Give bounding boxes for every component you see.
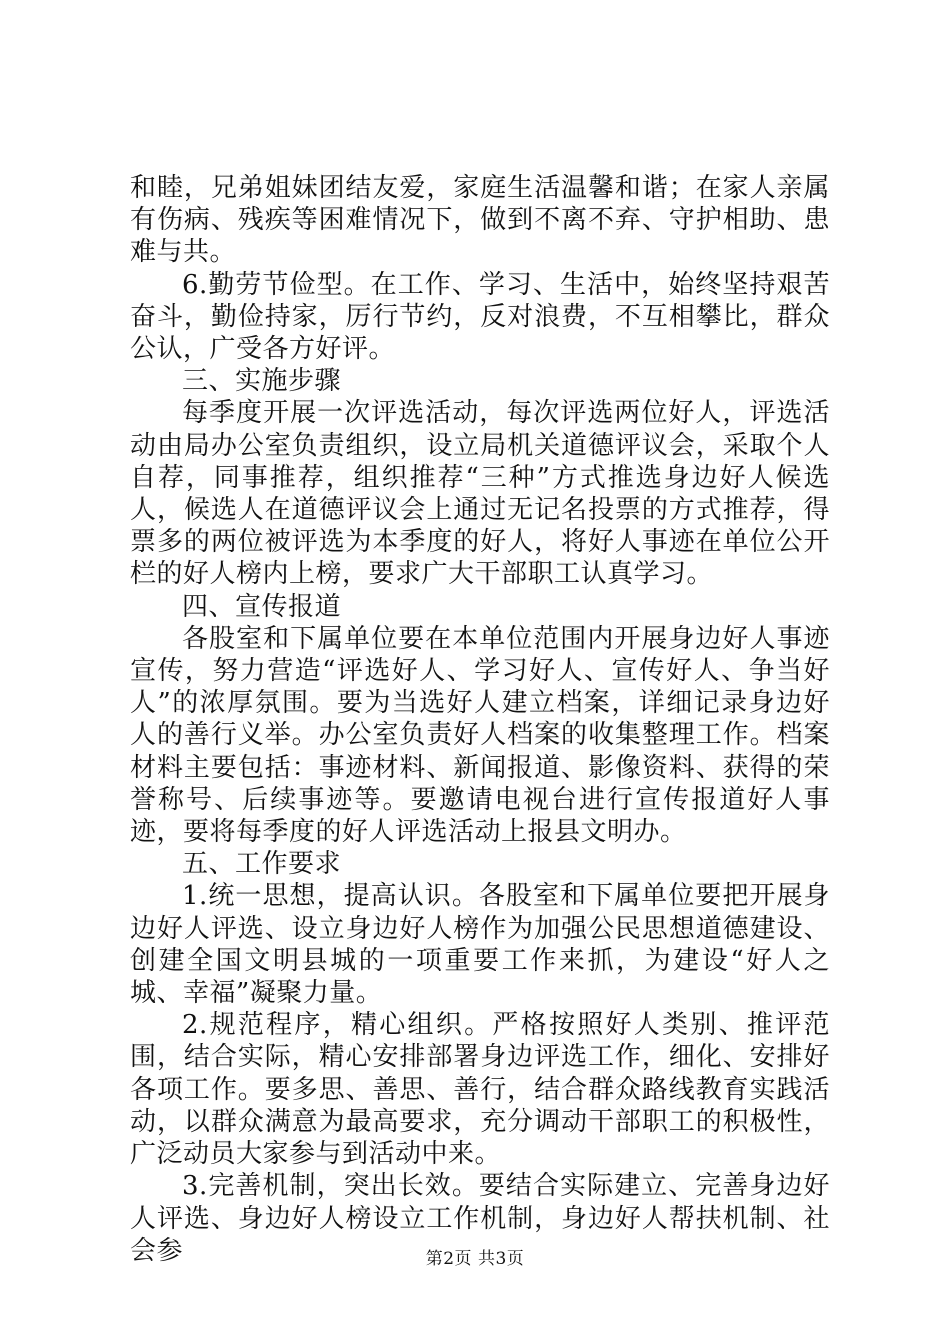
section-heading-work-requirements: 五、工作要求	[182, 849, 342, 880]
paragraph-publicity: 各股室和下属单位要在本单位范围内开展身边好人事迹宣传，努力营造“评选好人、学习好人、宣传好人、争当好人”的浓厚氛围。要为当选好人建立档案，详细记录身边好人的善行义举。办公室负责好人档案的收集整理工作。档案材料主要包括：事迹材料、新闻报道、影像资料、获得的荣誉称号、后续事迹等。要邀请电视台进行宣传报道好人事迹，要将每季度的好人评选活动上报县文明办。	[130, 623, 830, 848]
paragraph-implementation-steps: 每季度开展一次评选活动，每次评选两位好人，评选活动由局办公室负责组织，设立局机关道德评议会，采取个人自荐，同事推荐，组织推荐“三种”方式推选身边好人候选人，候选人在道德评议会上通过无记名投票的方式推荐，得票多的两位被评选为本季度的好人，将好人事迹在单位公开栏的好人榜内上榜，要求广大干部职工认真学习。	[130, 398, 830, 590]
list-item-unify-thinking: 1.统一思想，提高认识。各股室和下属单位要把开展身边好人评选、设立身边好人榜作为加强公民思想道德建设、创建全国文明县城的一项重要工作来抓，为建设“好人之城、幸福”凝聚力量。	[130, 881, 830, 1009]
list-item-diligent-thrifty: 6.勤劳节俭型。在工作、学习、生活中，始终坚持艰苦奋斗，勤俭持家，厉行节约，反对浪费，不互相攀比，群众公认，广受各方好评。	[130, 269, 830, 365]
section-heading-implementation-steps: 三、实施步骤	[182, 366, 342, 397]
section-heading-publicity: 四、宣传报道	[182, 591, 342, 622]
paragraph-continuation: 和睦，兄弟姐妹团结友爱，家庭生活温馨和谐；在家人亲属有伤病、残疾等困难情况下，做到不离不弃、守护相助、患难与共。	[130, 173, 830, 268]
page-number-footer: 第2页 共3页	[425, 1249, 525, 1269]
list-item-standardize-procedure: 2.规范程序，精心组织。严格按照好人类别、推评范围，结合实际，精心安排部署身边评选工作，细化、安排好各项工作。要多思、善思、善行，结合群众路线教育实践活动，以群众满意为最高要求，充分调动干部职工的积极性，广泛动员大家参与到活动中来。	[130, 1010, 830, 1170]
list-item-improve-mechanism: 3.完善机制，突出长效。要结合实际建立、完善身边好人评选、身边好人榜设立工作机制，身边好人帮扶机制、社会参	[130, 1171, 830, 1266]
document-body	[130, 172, 830, 1267]
